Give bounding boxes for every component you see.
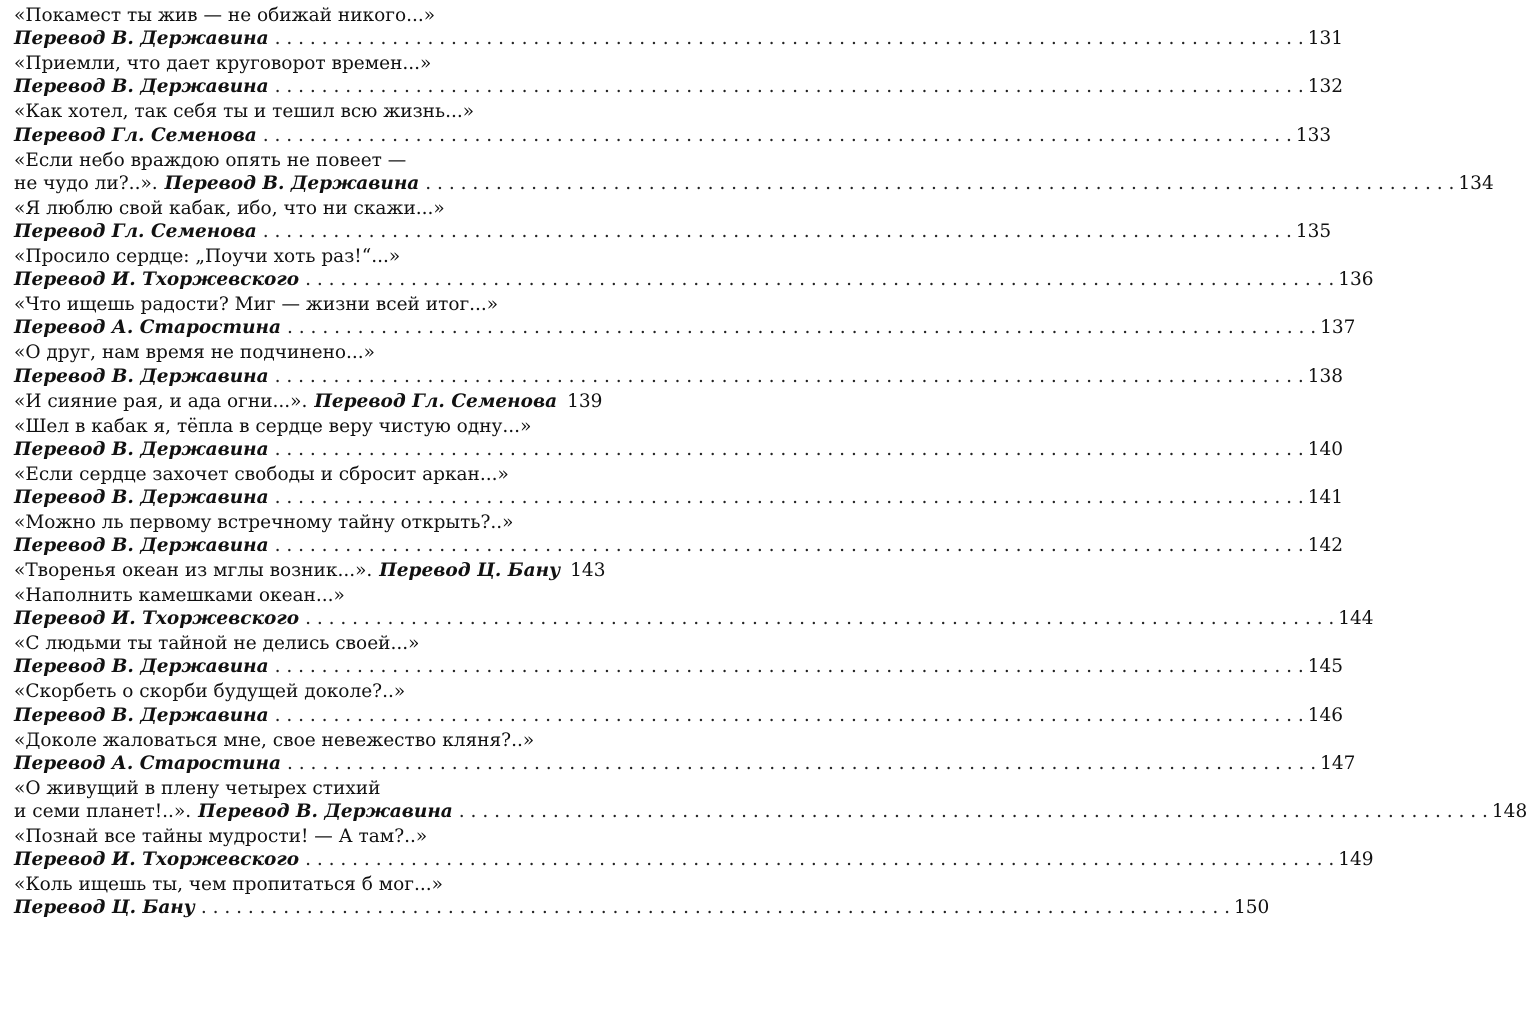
toc-entry[interactable] (14, 680, 1344, 728)
entry-title: «И сияние рая, и ада огни...». (14, 390, 308, 412)
entry-page-number: 142 (1307, 535, 1344, 557)
toc-entry[interactable] (14, 584, 1374, 632)
entry-title: «О друг, нам время не подчинено...» (14, 342, 376, 364)
entry-title: «Приемли, что дает круговорот времен...» (14, 53, 432, 75)
entry-translator: Перевод В. Державина (198, 801, 453, 822)
entry-page-number: 140 (1307, 438, 1344, 460)
entry-title-continued: и семи планет!..». (14, 801, 192, 822)
entry-translator: Перевод В. Державина (14, 486, 269, 508)
toc-entry[interactable] (14, 825, 1374, 873)
entry-page-number: 145 (1307, 656, 1344, 678)
entry-page-number: 141 (1307, 486, 1344, 508)
entry-title: «Если сердце захочет свободы и сбросит аркан...» (14, 463, 509, 485)
entry-translator: Перевод А. Старостина (14, 752, 282, 774)
entry-translator: Перевод И. Тхоржевского (14, 608, 300, 630)
entry-translator: Перевод В. Державина (14, 535, 269, 557)
entry-translator: Перевод А. Старостина (14, 317, 282, 339)
entry-page-number: 149 (1338, 849, 1374, 871)
dot-leader (275, 486, 1304, 509)
entry-translator: Перевод Ц. Бану (379, 560, 561, 582)
entry-page-number: 131 (1307, 28, 1344, 50)
entry-page-number: 133 (1295, 124, 1332, 146)
entry-translator: Перевод В. Державина (164, 172, 420, 194)
dot-leader (305, 848, 1334, 871)
entry-page-number: 146 (1307, 704, 1344, 726)
dot-leader (275, 704, 1304, 727)
toc-entry[interactable] (14, 52, 1344, 100)
entry-title: «Я люблю свой кабак, ибо, что ни скажи...» (14, 197, 445, 219)
entry-translator: Перевод И. Тхоржевского (14, 269, 300, 291)
entry-title: «Просило сердце: „Поучи хоть раз!“...» (14, 245, 401, 267)
entry-translator: Перевод Гл. Семенова (14, 124, 257, 146)
entry-translator: Перевод Гл. Семенова (314, 390, 558, 412)
toc-entry[interactable] (14, 559, 606, 584)
entry-title: «Можно ль первому встречному тайну открыть?..» (14, 511, 514, 533)
entry-title: «Покамест ты жив — не обижай никого...» (14, 5, 436, 26)
entry-title: «Если небо враждою опять не повеет — (14, 149, 407, 171)
dot-leader (287, 316, 1316, 339)
entry-title-continued: не чудо ли?..». (14, 172, 158, 194)
entry-translator: Перевод В. Державина (14, 365, 269, 387)
entry-page-number: 144 (1338, 608, 1374, 630)
dot-leader (287, 752, 1316, 775)
dot-leader (305, 268, 1334, 291)
toc-entry[interactable] (14, 293, 1356, 341)
entry-page-number: 132 (1307, 76, 1344, 98)
dot-leader (425, 172, 1454, 195)
toc-entry[interactable] (14, 729, 1356, 777)
dot-leader (275, 655, 1304, 678)
toc-entry[interactable] (14, 390, 603, 415)
entry-page-number: 135 (1295, 220, 1332, 242)
entry-page-number: 138 (1307, 365, 1344, 387)
entry-translator: Перевод Гл. Семенова (14, 220, 257, 242)
entry-title: «Коль ищешь ты, чем пропитаться б мог...» (14, 874, 443, 896)
toc-entry[interactable] (14, 873, 1270, 921)
toc-entry[interactable] (14, 341, 1344, 389)
dot-leader (275, 75, 1304, 98)
dot-leader (263, 124, 1292, 147)
entry-title: «Познай все тайны мудрости! — А там?..» (14, 826, 428, 847)
entry-page-number: 148 (1491, 801, 1527, 822)
entry-page-number: 136 (1338, 269, 1374, 291)
toc-entry[interactable] (14, 632, 1344, 680)
entry-translator: Перевод В. Державина (14, 656, 269, 678)
toc-entry[interactable] (14, 197, 1332, 245)
entry-title: «Творенья океан из мглы возник...». (14, 560, 373, 582)
entry-page-number: 137 (1320, 317, 1356, 339)
entry-translator: Перевод В. Державина (14, 704, 269, 726)
entry-translator: Перевод В. Державина (14, 438, 269, 460)
entry-translator: Перевод Ц. Бану (14, 897, 195, 919)
dot-leader (305, 607, 1334, 630)
entry-page-number: 139 (567, 390, 603, 412)
entry-translator: Перевод И. Тхоржевского (14, 849, 300, 871)
entry-title: «Скорбеть о скорби будущей доколе?..» (14, 681, 406, 703)
table-of-contents (14, 4, 1527, 921)
entry-title: «Шел в кабак я, тёпла в сердце веру чистую одну...» (14, 415, 532, 437)
toc-entry[interactable] (14, 149, 1494, 197)
entry-page-number: 143 (570, 560, 606, 582)
toc-entry[interactable] (14, 245, 1374, 293)
dot-leader (275, 27, 1304, 50)
toc-entry[interactable] (14, 415, 1344, 463)
entry-title: «О живущий в плену четырех стихий (14, 777, 381, 799)
toc-entry[interactable] (14, 100, 1332, 148)
dot-leader (275, 438, 1304, 461)
toc-entry[interactable] (14, 463, 1344, 511)
entry-page-number: 147 (1320, 752, 1356, 774)
dot-leader (459, 800, 1488, 823)
entry-page-number: 150 (1233, 897, 1270, 919)
dot-leader (201, 896, 1230, 919)
dot-leader (263, 220, 1292, 243)
toc-entry[interactable] (14, 511, 1344, 559)
entry-title: «Что ищешь радости? Миг — жизни всей итог...» (14, 294, 499, 316)
entry-title: «С людьми ты тайной не делись своей...» (14, 633, 420, 655)
entry-translator: Перевод В. Державина (14, 76, 269, 98)
entry-translator: Перевод В. Державина (14, 28, 269, 50)
entry-title: «Наполнить камешками океан...» (14, 585, 345, 607)
entry-title: «Доколе жаловаться мне, свое невежество кляня?..» (14, 729, 535, 751)
dot-leader (275, 365, 1304, 388)
entry-title: «Как хотел, так себя ты и тешил всю жизнь...» (14, 101, 475, 123)
toc-entry[interactable] (14, 777, 1527, 825)
dot-leader (275, 534, 1304, 557)
entry-page-number: 134 (1458, 172, 1494, 194)
toc-entry[interactable] (14, 4, 1344, 52)
